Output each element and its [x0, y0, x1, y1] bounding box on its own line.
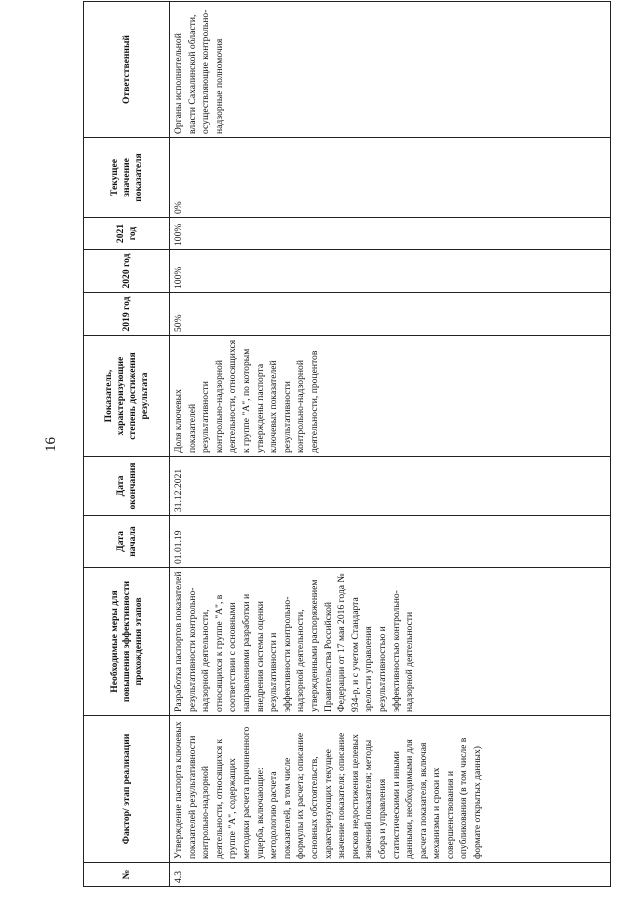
row-responsible: Органы исполнительной власти Сахалинской области, осуществляющие контрольно-надзорные полномочия [170, 2, 611, 138]
header-2020: 2020 год [84, 250, 170, 293]
header-2021: 2021 год [84, 218, 170, 250]
rotated-table-container [83, 2, 611, 887]
header-indicator: Показатель, характеризующие степень достижения результата [84, 336, 170, 457]
row-factor: Утверждение паспорта ключевых показателей результативности контрольно-надзорной деятельности, относящихся к группе "А", содержащих методики расчета причиненного ущерба, включающие: методологию расчета показателей, в том числе формулы их расчета; описание основных обстоятельств, характеризующих текущее значение показателя; описание рисков недостижения целевых значений показателя; методы сбора и управления статистическими и иными данными, необходимыми для расчета показателя, включая механизмы и сроки их совершенствования и опубликования (в том числе в формате открытых данных) [170, 716, 611, 863]
header-current-value: Текущее значение показателя [84, 138, 170, 218]
measures-table [83, 1, 611, 887]
page-number: 16 [43, 437, 59, 452]
header-row [84, 2, 170, 887]
header-2019: 2019 год [84, 293, 170, 336]
row-end-date: 31.12.2021 [170, 457, 611, 516]
header-start-date: Дата начала [84, 516, 170, 568]
header-responsible: Ответственный [84, 2, 170, 138]
row-value-2019: 50% [170, 293, 611, 336]
row-indicator: Доля ключевых показателей результативности контрольно-надзорной деятельности, относящихся к группе "А", по которым утверждены паспорта ключевых показателей результативности контрольно-надзорной деятельности, процентов [170, 336, 611, 457]
header-factor: Фактор/ этап реализации [84, 716, 170, 863]
table-row [170, 2, 611, 887]
row-measures: Разработка паспортов показателей результативности контрольно-надзорной деятельности, относящихся к группе "А", в соответствии с основными направлениями разработки и внедрения системы оценки результативности и эффективности контрольно-надзорной деятельности, утвержденными распоряжением Правительства Российской Федерации от 17 мая 2016 года № 934-р, и с учетом Стандарта зрелости управления результативностью и эффективностью контрольно-надзорной деятельности [170, 568, 611, 716]
row-current-value: 0% [170, 138, 611, 218]
row-value-2020: 100% [170, 250, 611, 293]
row-value-2021: 100% [170, 218, 611, 250]
header-end-date: Дата окончания [84, 457, 170, 516]
row-start-date: 01.01.19 [170, 516, 611, 568]
header-num: № [84, 863, 170, 887]
row-number: 4.3 [170, 863, 611, 887]
header-measures: Необходимые меры для повышения эффективности прохождения этапов [84, 568, 170, 716]
